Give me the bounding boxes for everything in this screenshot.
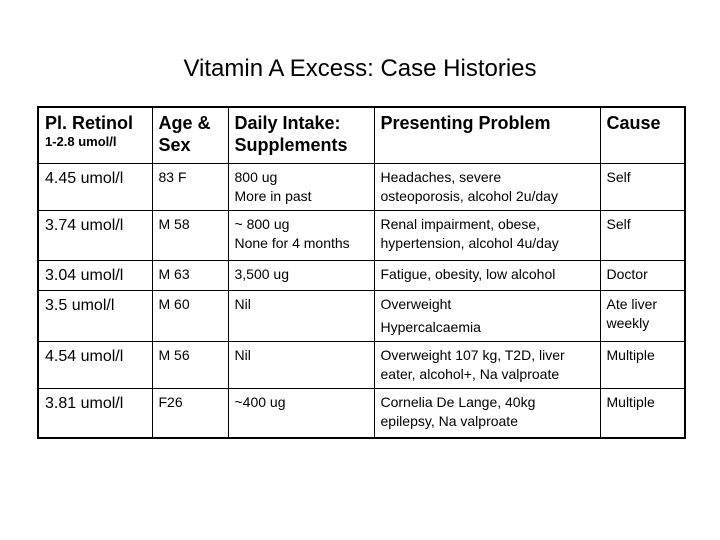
intake-cell bbox=[228, 210, 374, 260]
intake-line: Nil bbox=[234, 346, 251, 363]
age-sex-cell: 83 F bbox=[152, 163, 228, 210]
retinol-value: 3.5 umol/l bbox=[45, 296, 115, 314]
retinol-cell bbox=[38, 260, 152, 290]
header-supplements-label: Supplements bbox=[234, 135, 348, 155]
cause-cell bbox=[600, 260, 685, 290]
cause-cell bbox=[600, 290, 685, 341]
table-row bbox=[38, 163, 685, 210]
cause-cell bbox=[600, 163, 685, 210]
age-sex-cell: F26 bbox=[152, 388, 228, 438]
cause-line: Multiple bbox=[606, 393, 655, 410]
case-histories-table bbox=[37, 106, 686, 439]
header-problem-label: Presenting Problem bbox=[380, 113, 551, 133]
header-problem bbox=[374, 107, 600, 163]
intake-line: Nil bbox=[234, 295, 251, 312]
intake-line: 800 ug bbox=[234, 168, 278, 185]
table-row bbox=[38, 388, 685, 438]
intake-line: ~400 ug bbox=[234, 393, 286, 410]
cause-line: weekly bbox=[606, 314, 650, 331]
cause-cell bbox=[600, 210, 685, 260]
cause-line: Self bbox=[606, 168, 631, 185]
problem-line: eater, alcohol+, Na valproate bbox=[380, 365, 560, 382]
intake-line: More in past bbox=[234, 187, 312, 204]
problem-cell bbox=[374, 163, 600, 210]
cause-line: Ate liver bbox=[606, 295, 658, 312]
header-cause-label: Cause bbox=[606, 113, 661, 133]
problem-cell bbox=[374, 388, 600, 438]
retinol-value: 4.45 umol/l bbox=[45, 169, 124, 187]
table-row bbox=[38, 290, 685, 341]
intake-cell bbox=[228, 341, 374, 388]
cause-cell bbox=[600, 388, 685, 438]
page-title: Vitamin A Excess: Case Histories bbox=[183, 55, 537, 82]
problem-cell bbox=[374, 210, 600, 260]
table-row bbox=[38, 341, 685, 388]
retinol-value: 3.81 umol/l bbox=[45, 394, 124, 412]
problem-line: epilepsy, Na valproate bbox=[380, 412, 518, 429]
problem-line: Overweight 107 kg, T2D, liver bbox=[380, 346, 565, 363]
cause-line: Self bbox=[606, 215, 631, 232]
problem-line: Renal impairment, obese, bbox=[380, 215, 541, 232]
age-sex-cell: M 60 bbox=[152, 290, 228, 341]
problem-line: Overweight bbox=[380, 295, 452, 312]
problem-line: hypertension, alcohol 4u/day bbox=[380, 234, 559, 251]
retinol-cell bbox=[38, 341, 152, 388]
retinol-value: 3.74 umol/l bbox=[45, 216, 124, 234]
problem-line: Fatigue, obesity, low alcohol bbox=[380, 265, 556, 282]
problem-cell bbox=[374, 290, 600, 341]
header-age-label: Age & bbox=[158, 113, 211, 133]
age-sex-cell: M 58 bbox=[152, 210, 228, 260]
header-retinol bbox=[38, 107, 152, 163]
problem-cell bbox=[374, 341, 600, 388]
retinol-cell bbox=[38, 210, 152, 260]
table-row bbox=[38, 210, 685, 260]
problem-line: osteoporosis, alcohol 2u/day bbox=[380, 187, 558, 204]
intake-line: 3,500 ug bbox=[234, 265, 289, 282]
retinol-cell bbox=[38, 290, 152, 341]
cause-line: Doctor bbox=[606, 265, 648, 282]
header-sex-label: Sex bbox=[158, 135, 191, 155]
intake-cell bbox=[228, 388, 374, 438]
problem-cell bbox=[374, 260, 600, 290]
header-retinol-range: 1-2.8 umol/l bbox=[45, 134, 117, 149]
header-intake-label: Daily Intake: bbox=[234, 113, 341, 133]
intake-cell bbox=[228, 163, 374, 210]
intake-line: None for 4 months bbox=[234, 234, 350, 251]
header-retinol-label: Pl. Retinol bbox=[45, 113, 134, 133]
retinol-value: 4.54 umol/l bbox=[45, 347, 124, 365]
header-age-sex bbox=[152, 107, 228, 163]
intake-cell bbox=[228, 260, 374, 290]
cause-line: Multiple bbox=[606, 346, 655, 363]
retinol-cell bbox=[38, 388, 152, 438]
intake-cell bbox=[228, 290, 374, 341]
table-row bbox=[38, 260, 685, 290]
age-sex-cell: M 56 bbox=[152, 341, 228, 388]
intake-line: ~ 800 ug bbox=[234, 215, 290, 232]
header-intake bbox=[228, 107, 374, 163]
problem-line: Cornelia De Lange, 40kg bbox=[380, 393, 536, 410]
problem-line: Headaches, severe bbox=[380, 168, 502, 185]
retinol-cell bbox=[38, 163, 152, 210]
header-cause bbox=[600, 107, 685, 163]
header-row bbox=[38, 107, 685, 163]
cause-cell bbox=[600, 341, 685, 388]
problem-line: Hypercalcaemia bbox=[380, 318, 481, 335]
retinol-value: 3.04 umol/l bbox=[45, 266, 124, 284]
age-sex-cell: M 63 bbox=[152, 260, 228, 290]
